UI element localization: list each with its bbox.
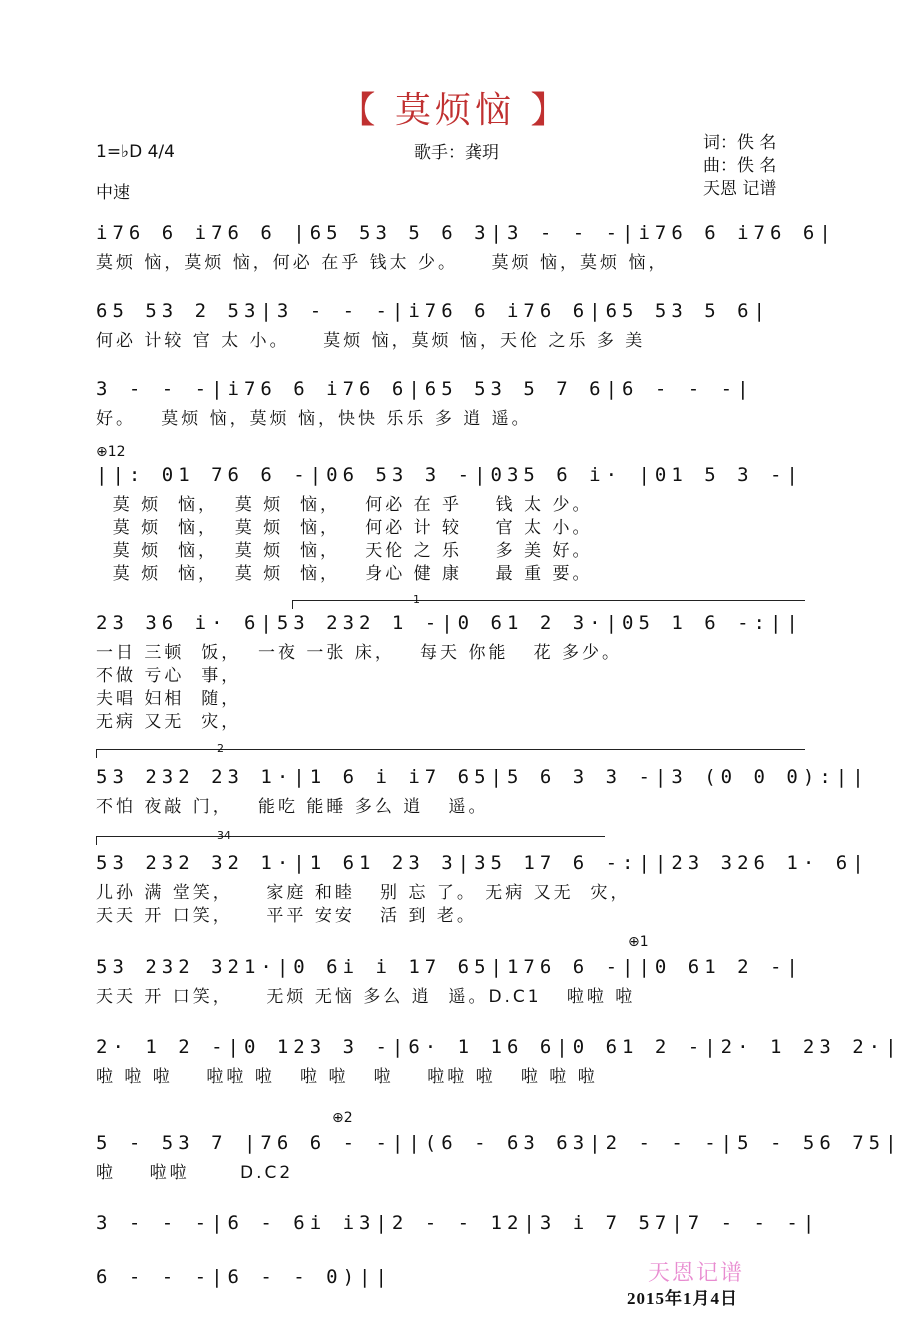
lyric-line: 何必 计较 官 太 小。 莫烦 恼，莫烦 恼，天伦 之乐 多 美: [96, 331, 646, 351]
transcriber-credit: 天恩 记谱: [703, 179, 777, 199]
lyric-line: 莫烦 恼，莫烦 恼，何必 在乎 钱太 少。 莫烦 恼，莫烦 恼，: [96, 253, 669, 273]
coda-2-mark: ⊕2: [332, 1110, 353, 1126]
volta-bracket-34: [96, 829, 605, 845]
notes-line: 2· 1 2 -|0 123 3 -|6· 1 16 6|0 61 2 -|2· 1 23 2·|: [96, 1036, 902, 1058]
volta-label: 34: [217, 829, 231, 842]
lyric-line-verse-2: 不做 亏心 事，: [96, 666, 242, 686]
notes-line: 5 - 53 7 |76 6 - -||(6 - 63 63|2 - - -|5 - 56 75|: [96, 1132, 902, 1154]
system-6: [96, 766, 869, 819]
lyric-line-verse-2: 天天 开 口笑， 平平 安安 活 到 老。: [96, 906, 477, 926]
system-1: [96, 222, 836, 275]
volta-bracket-2: [96, 742, 805, 758]
system-3: [96, 378, 814, 431]
tempo-marking: 中速: [96, 183, 130, 203]
lyricist-credit: 词：佚 名: [703, 133, 777, 153]
system-4: [96, 464, 814, 586]
lyric-line-verse-4: 无病 又无 灾，: [96, 712, 242, 732]
volta-label: 1: [413, 593, 420, 606]
volta-label: 2: [217, 742, 224, 755]
page-title: 【 莫烦恼 】: [339, 90, 571, 131]
notes-line: 65 53 2 53|3 - - -|i76 6 i76 6|65 53 5 6|: [96, 300, 770, 322]
notes-line: 53 232 32 1·|1 61 23 3|35 17 6 -:||23 326 1· 6|: [96, 852, 869, 874]
lyric-line-verse-1: 儿孙 满 堂笑， 家庭 和睦 别 忘 了。 无病 又无 灾，: [96, 883, 631, 903]
lyric-line-verse-4: 莫 烦 恼， 莫 烦 恼， 身心 健 康 最 重 要。: [96, 564, 593, 584]
lyric-line-verse-1: 莫 烦 恼， 莫 烦 恼， 何必 在 乎 钱 太 少。: [96, 495, 593, 515]
lyric-line-verse-3: 莫 烦 恼， 莫 烦 恼， 天伦 之 乐 多 美 好。: [96, 541, 593, 561]
system-7: [96, 852, 869, 928]
notes-line: 53 232 23 1·|1 6 i i7 65|5 6 3 3 -|3 (0 0 0):||: [96, 766, 869, 788]
watermark-text: 天恩记谱: [648, 1261, 745, 1286]
notes-line: ||: 01 76 6 -|06 53 3 -|035 6 i· |01 5 3 -|: [96, 464, 803, 486]
lyric-line-verse-1: 一日 三顿 饭， 一夜 一张 床， 每天 你能 花 多少。: [96, 643, 623, 663]
lyric-line-verse-3: 夫唱 妇相 随，: [96, 689, 242, 709]
composer-credit: 曲：佚 名: [703, 156, 777, 176]
singer-credit: 歌手：龚玥: [414, 143, 499, 163]
lyric-line: 啦 啦啦 D.C2: [96, 1163, 294, 1183]
system-9: [96, 1036, 902, 1089]
key-signature: 1=♭D 4/4: [96, 142, 175, 162]
notes-line: i76 6 i76 6 |65 53 5 6 3|3 - - -|i76 6 i76 6|: [96, 222, 836, 244]
lyric-line-verse-2: 莫 烦 恼， 莫 烦 恼， 何必 计 较 官 太 小。: [96, 518, 593, 538]
lyric-line: 天天 开 口笑， 无烦 无恼 多么 逍 遥。D.C1 啦啦 啦: [96, 987, 636, 1007]
notes-line: 23 36 i· 6|53 232 1 -|0 61 2 3·|05 1 6 -:||: [96, 612, 803, 634]
notes-line: 53 232 321·|0 6i i 17 65|176 6 -||0 61 2 -|: [96, 956, 803, 978]
system-5: [96, 612, 814, 734]
system-10: [96, 1132, 902, 1185]
volta-bracket-1: [292, 593, 805, 609]
lyric-line: 啦 啦 啦 啦啦 啦 啦 啦 啦 啦啦 啦 啦 啦 啦: [96, 1067, 598, 1087]
notes-line: 6 - - -|6 - - 0)||: [96, 1266, 392, 1288]
segno-12-mark: ⊕12: [96, 444, 126, 460]
transcription-date: 2015年1月4日: [627, 1289, 738, 1308]
system-8: [96, 956, 814, 1009]
lyric-line: 好。 莫烦 恼，莫烦 恼，快快 乐乐 多 逍 遥。: [96, 409, 532, 429]
notes-line: 3 - - -|i76 6 i76 6|65 53 5 7 6|6 - - -|: [96, 378, 754, 400]
coda-1-mark: ⊕1: [628, 934, 649, 950]
credits-block: [703, 132, 776, 201]
lyric-line: 不怕 夜敲 门， 能吃 能睡 多么 逍 遥。: [96, 797, 489, 817]
system-11: [96, 1212, 820, 1242]
system-2: [96, 300, 814, 353]
notes-line: 3 - - -|6 - 6i i3|2 - - 12|3 i 7 57|7 - - -|: [96, 1212, 820, 1234]
